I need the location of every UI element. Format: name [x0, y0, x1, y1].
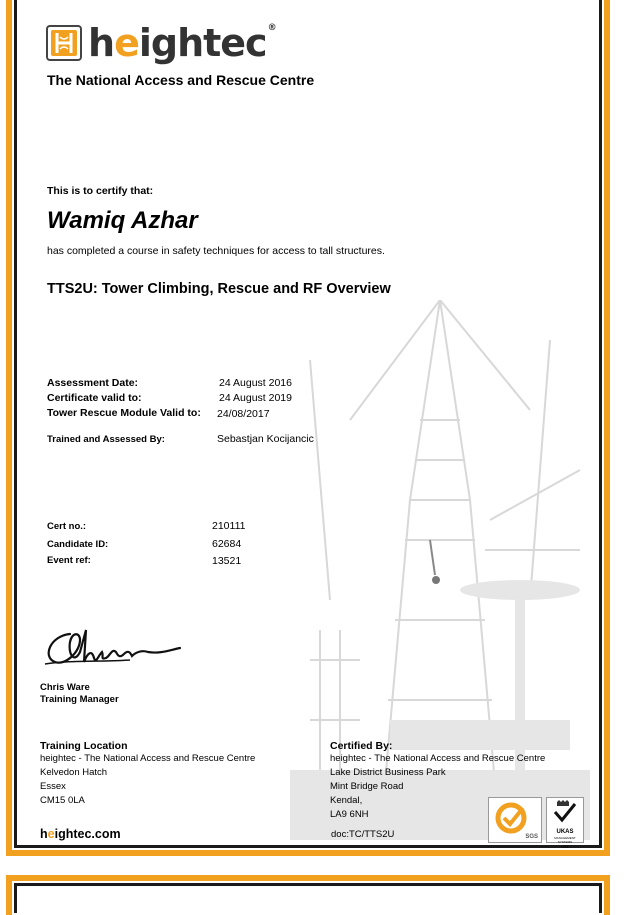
- ukas-label: UKAS: [556, 829, 574, 835]
- training-location-line: Kelvedon Hatch: [40, 767, 108, 778]
- certified-by-line: Lake District Business Park: [330, 767, 446, 778]
- cert-no-label: Cert no.:: [47, 521, 87, 532]
- assessment-date-label: Assessment Date:: [47, 377, 139, 389]
- training-location-line: Essex: [40, 781, 66, 792]
- document-reference: doc:TC/TTS2U: [331, 829, 395, 840]
- cert-no-value: 210111: [212, 520, 246, 532]
- training-location-line: heightec - The National Access and Rescue Centre: [40, 753, 256, 764]
- heightec-wordmark: heightec®: [88, 21, 276, 65]
- candidate-id-value: 62684: [212, 538, 242, 550]
- trained-by-value: Sebastjan Kocijancic: [217, 433, 314, 445]
- next-page-frame-inner: [14, 883, 602, 913]
- event-ref-value: 13521: [212, 555, 242, 567]
- signature-image: [40, 622, 190, 672]
- certify-intro: This is to certify that:: [47, 185, 154, 197]
- certified-by-line: Mint Bridge Road: [330, 781, 404, 792]
- sgs-label: SGS: [525, 834, 538, 840]
- training-location-heading: Training Location: [40, 740, 128, 752]
- trained-by-label: Trained and Assessed By:: [47, 434, 165, 445]
- ukas-badge: [546, 797, 584, 849]
- tower-rescue-value: 24/08/2017: [217, 408, 270, 420]
- sgs-badge: [488, 797, 542, 843]
- footer-website: heightec.com: [40, 827, 121, 841]
- ukas-number: 005: [561, 844, 569, 849]
- recipient-name: Wamiq Azhar: [47, 207, 198, 234]
- assessment-date-value: 24 August 2016: [219, 377, 292, 389]
- completion-statement: has completed a course in safety techniques for access to tall structures.: [47, 245, 385, 257]
- signatory-name: Chris Ware: [40, 682, 90, 693]
- certified-by-line: Kendal,: [330, 795, 363, 806]
- accreditation-badges: [488, 797, 584, 849]
- heightec-logo-mark-icon: [46, 25, 82, 61]
- organization-subtitle: The National Access and Rescue Centre: [47, 72, 315, 88]
- heightec-logo: [46, 21, 276, 65]
- candidate-id-label: Candidate ID:: [47, 539, 109, 550]
- training-location-line: CM15 0LA: [40, 795, 85, 806]
- ukas-sublabel: MANAGEMENT SYSTEMS: [554, 836, 576, 844]
- signatory-title: Training Manager: [40, 694, 119, 705]
- certified-by-line: heightec - The National Access and Rescue Centre: [330, 753, 546, 764]
- tower-rescue-label: Tower Rescue Module Valid to:: [47, 407, 201, 419]
- course-title: TTS2U: Tower Climbing, Rescue and RF Overview: [47, 281, 391, 297]
- certified-by-heading: Certified By:: [330, 740, 393, 752]
- valid-to-value: 24 August 2019: [219, 392, 292, 404]
- event-ref-label: Event ref:: [47, 555, 91, 566]
- ukas-crown-check-icon: [547, 798, 583, 824]
- valid-to-label: Certificate valid to:: [47, 392, 142, 404]
- certified-by-line: LA9 6NH: [330, 809, 369, 820]
